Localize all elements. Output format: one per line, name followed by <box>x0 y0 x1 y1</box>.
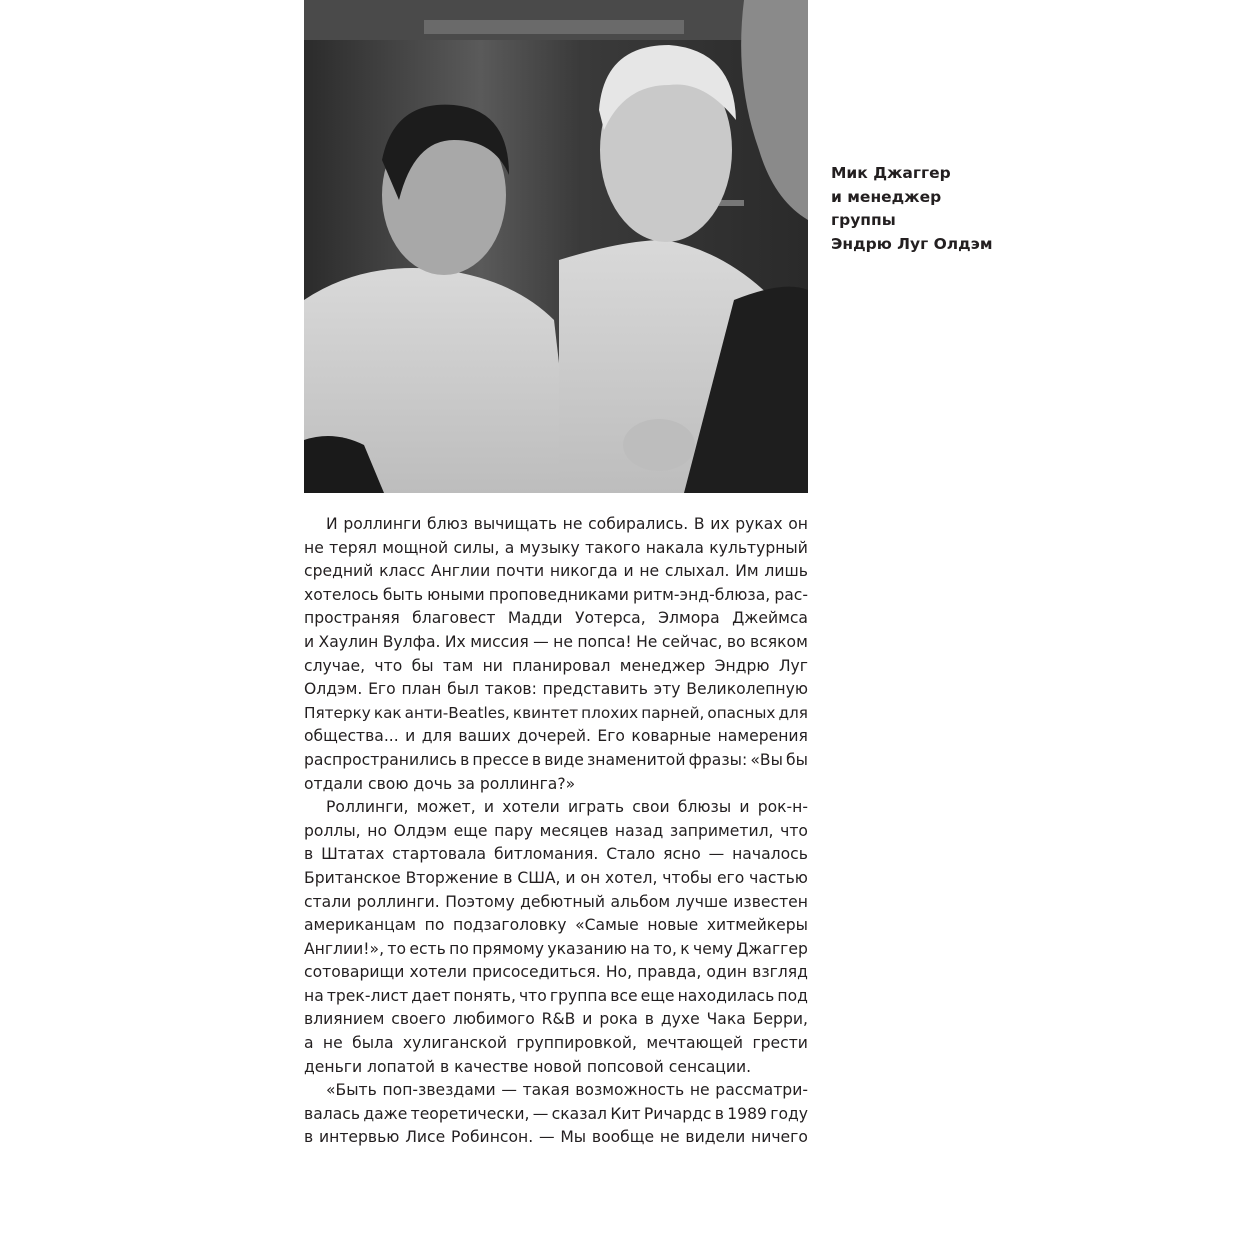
text-word: как <box>373 703 402 722</box>
text-word: Кит <box>610 1104 641 1123</box>
text-word: лишь <box>764 562 808 581</box>
text-word: рока <box>599 1010 638 1029</box>
text-line <box>304 749 808 773</box>
text-word: Берри, <box>752 1010 808 1029</box>
text-word: и <box>623 562 634 581</box>
text-word: виде <box>544 750 584 769</box>
text-word: в <box>714 1104 724 1123</box>
text-word: никогда <box>549 562 618 581</box>
text-line <box>304 1056 808 1080</box>
text-word: руках <box>735 515 783 533</box>
text-word: на <box>630 939 650 958</box>
text-word: Англии!», <box>304 939 385 958</box>
text-line <box>304 1032 808 1056</box>
caption-line: группы <box>831 211 896 230</box>
text-word: Его <box>597 727 625 746</box>
text-word: дочерей. <box>517 727 591 746</box>
text-word: что <box>374 656 403 675</box>
text-word: намерения <box>717 727 808 746</box>
text-word: Поэтому <box>445 892 515 911</box>
text-word: Мы <box>560 1128 587 1147</box>
text-word: Пятерку <box>304 703 371 722</box>
text-word: назад <box>614 821 664 840</box>
text-word: там <box>442 656 474 675</box>
text-word: и <box>483 798 495 817</box>
text-word: собирались. <box>588 515 689 533</box>
text-line <box>304 537 808 561</box>
text-word: известен <box>733 892 808 911</box>
text-word: была <box>352 1034 394 1053</box>
text-word: понять, <box>453 986 516 1005</box>
text-word: почти <box>495 562 545 581</box>
text-word: интервью <box>318 1128 400 1147</box>
text-line <box>304 678 808 702</box>
text-word: мощной <box>382 538 449 557</box>
text-word: Британское <box>304 868 401 887</box>
text-word: американцам <box>304 916 417 935</box>
text-word: хотел, <box>605 868 658 887</box>
text-word: их <box>710 515 730 533</box>
text-word: заприметил, <box>669 821 774 840</box>
text-word: проповедниками <box>488 585 629 604</box>
text-word: квинтет <box>512 703 579 722</box>
text-word: такого <box>585 538 641 557</box>
text-word: в <box>460 750 470 769</box>
text-word: то <box>387 939 407 958</box>
text-word: случае, <box>304 656 366 675</box>
text-word: не <box>659 1128 680 1147</box>
text-word: не <box>304 538 324 557</box>
text-word: взгляд <box>752 963 808 982</box>
text-word: битломания. <box>493 845 599 864</box>
text-line <box>304 914 808 938</box>
text-word: есть <box>409 939 446 958</box>
caption-line: Мик Джаггер <box>831 164 951 182</box>
text-word: роллинги <box>343 515 422 533</box>
text-word: в <box>304 845 314 864</box>
text-word: все <box>610 986 638 1005</box>
text-word: группа <box>549 986 608 1005</box>
text-word: коварные <box>631 727 712 746</box>
text-word: в <box>304 1128 314 1147</box>
text-word: опасных <box>707 703 776 722</box>
text-word: он <box>788 515 808 533</box>
text-word: Эндрю <box>714 656 770 675</box>
text-word: силы, <box>453 538 500 557</box>
text-word: Его <box>368 680 396 699</box>
text-word: таков: <box>484 680 537 699</box>
text-line <box>304 560 808 584</box>
text-word: R&B <box>541 1010 576 1029</box>
text-word: в <box>503 868 513 887</box>
text-line <box>304 796 808 820</box>
text-word: блюзы <box>677 798 732 817</box>
text-word: возможность <box>575 1081 685 1100</box>
text-word: в <box>531 750 542 769</box>
text-word: Штатах <box>321 845 385 864</box>
text-word: свои <box>632 798 670 817</box>
text-word: Чака <box>706 1010 746 1029</box>
text-word: И <box>326 515 338 533</box>
text-word: стали <box>304 892 352 911</box>
text-line <box>304 725 808 749</box>
text-word: в <box>644 1010 654 1029</box>
text-word: музыку <box>519 538 580 557</box>
text-word: слыхал. <box>664 562 730 581</box>
text-word: началось <box>732 845 808 864</box>
text-word: план <box>401 680 442 699</box>
text-word: Луг <box>778 656 808 675</box>
text-word: духе <box>660 1010 700 1029</box>
text-word: Уотерса, <box>574 609 646 628</box>
text-word: любимого <box>452 1010 535 1029</box>
text-word: пространяя <box>304 609 400 628</box>
text-word: ничего <box>751 1128 808 1147</box>
text-word: Олдэм <box>393 821 447 840</box>
text-word: стартовала <box>392 845 487 864</box>
text-word: ни <box>482 656 503 675</box>
text-word: 1989 <box>727 1104 767 1123</box>
text-word: ясно <box>663 845 701 864</box>
text-word: Олдэм. <box>304 680 363 699</box>
text-word: под <box>777 986 808 1005</box>
text-word: что <box>780 821 808 840</box>
text-word: не <box>553 632 573 651</box>
text-word: вообще <box>591 1128 655 1147</box>
text-word: он <box>580 868 601 887</box>
text-word: дает <box>411 986 451 1005</box>
text-line <box>304 773 808 797</box>
text-line <box>304 938 808 962</box>
text-word: «Вы <box>750 750 783 769</box>
text-word: еще <box>453 821 488 840</box>
text-word: находилась <box>677 986 775 1005</box>
text-word: — <box>708 845 725 864</box>
text-word: рас- <box>774 585 808 604</box>
text-word: пару <box>494 821 533 840</box>
text-word: «Самые <box>575 916 639 935</box>
text-word: один <box>706 963 748 982</box>
text-word: играть <box>567 798 625 817</box>
text-word: по <box>449 939 469 958</box>
text-word: и <box>405 727 416 746</box>
text-word: блюз <box>426 515 468 533</box>
text-line <box>304 820 808 844</box>
text-word: еще <box>640 986 675 1005</box>
text-word: Стало <box>606 845 656 864</box>
text-word: плохих <box>581 703 639 722</box>
text-word: подзаголовку <box>453 916 567 935</box>
text-word: Великолепную <box>686 680 808 699</box>
text-word: альбом <box>610 892 671 911</box>
text-word: — <box>532 1104 549 1123</box>
text-word: сказал <box>551 1104 608 1123</box>
text-word: — <box>533 632 549 651</box>
text-word: фразы: <box>688 750 748 769</box>
text-line-content: отдали свою дочь за роллинга?» <box>304 774 576 793</box>
text-line <box>304 1103 808 1127</box>
text-word: группировкой, <box>516 1034 637 1053</box>
text-word: для <box>778 703 808 722</box>
text-word: но <box>367 821 388 840</box>
text-word: поп-звездами <box>382 1081 496 1100</box>
text-word: был <box>447 680 480 699</box>
text-word: ваших <box>458 727 511 746</box>
text-line <box>304 655 808 679</box>
text-word: мечтающей <box>646 1034 744 1053</box>
text-word: сотоварищи <box>304 963 405 982</box>
text-line <box>304 1126 808 1150</box>
text-word: менеджер <box>619 656 706 675</box>
text-word: Их <box>444 632 466 651</box>
text-word: средний <box>304 562 374 581</box>
text-word: и <box>582 1010 593 1029</box>
photo-icon <box>304 0 808 493</box>
text-word: валась <box>304 1104 361 1123</box>
text-word: во <box>726 632 746 651</box>
text-word: Роллинги, <box>326 798 409 817</box>
text-word: хулиганской <box>402 1034 508 1053</box>
body-text <box>304 513 808 1150</box>
text-word: по <box>424 916 445 935</box>
text-word: и <box>304 632 315 651</box>
text-word: Но, <box>605 963 633 982</box>
text-word: частью <box>749 868 808 887</box>
caption-line: Эндрю Луг Олдэм <box>831 235 993 254</box>
text-word: месяцев <box>539 821 609 840</box>
text-word: юными <box>427 585 485 604</box>
text-word: не <box>322 1034 343 1053</box>
text-word: общества... <box>304 727 399 746</box>
text-word: Хаулин <box>318 632 379 651</box>
text-word: роллинги. <box>356 892 440 911</box>
text-line <box>304 1079 808 1103</box>
text-word: всяком <box>749 632 808 651</box>
text-word: накала <box>645 538 704 557</box>
text-line <box>304 513 808 537</box>
text-word: рассматри- <box>715 1081 808 1100</box>
text-word: хитмейкеры <box>706 916 808 935</box>
text-word: на <box>304 986 324 1005</box>
text-word: влиянием <box>304 1010 385 1029</box>
text-word: парней, <box>641 703 705 722</box>
text-word: хотели <box>409 963 467 982</box>
text-line <box>304 843 808 867</box>
text-line <box>304 584 808 608</box>
text-line <box>304 961 808 985</box>
text-word: распространились <box>304 750 457 769</box>
text-word: анти-Beatles, <box>404 703 510 722</box>
text-word: ритм-энд-блюза, <box>633 585 771 604</box>
text-word: терял <box>329 538 378 557</box>
text-word: прямому <box>472 939 545 958</box>
text-word: быть <box>382 585 424 604</box>
text-word: не <box>689 1081 710 1100</box>
text-line <box>304 985 808 1009</box>
text-word: не <box>639 562 660 581</box>
text-word: представить <box>542 680 648 699</box>
text-word: не <box>562 515 583 533</box>
photo-caption <box>831 162 1031 257</box>
text-word: лучше <box>675 892 728 911</box>
text-word: Им <box>735 562 759 581</box>
text-word: Вторжение <box>405 868 499 887</box>
text-word: чему <box>693 939 733 958</box>
text-word: США, <box>517 868 561 887</box>
text-word: правда, <box>637 963 702 982</box>
text-line <box>304 1008 808 1032</box>
text-word: роллы, <box>304 821 361 840</box>
text-word: Джаггер <box>736 939 808 958</box>
text-line <box>304 867 808 891</box>
text-word: дебютный <box>520 892 605 911</box>
text-word: что <box>518 986 547 1005</box>
text-line <box>304 607 808 631</box>
text-word: новые <box>647 916 699 935</box>
text-word: может, <box>416 798 476 817</box>
text-word: а <box>504 538 515 557</box>
text-line <box>304 631 808 655</box>
text-word: Не <box>636 632 658 651</box>
text-word: указанию <box>547 939 627 958</box>
text-word: В <box>693 515 705 533</box>
text-word: Джеймса <box>732 609 808 628</box>
text-word: видели <box>685 1128 746 1147</box>
text-word: Лисе <box>405 1128 446 1147</box>
text-line <box>304 702 808 726</box>
text-word: миссия <box>470 632 529 651</box>
text-word: сейчас, <box>661 632 723 651</box>
text-word: рок-н- <box>757 798 808 817</box>
text-word: знаменитой <box>586 750 686 769</box>
text-word: и <box>739 798 750 817</box>
text-word: к <box>680 939 690 958</box>
text-word: Ричардс <box>643 1104 712 1123</box>
text-word: Робинсон. <box>451 1128 534 1147</box>
text-word: хотелось <box>304 585 379 604</box>
text-word: планировал <box>512 656 611 675</box>
text-word: «Быть <box>326 1081 377 1100</box>
text-word: прессе <box>472 750 529 769</box>
text-word: благовест <box>412 609 496 628</box>
text-word: — <box>501 1081 517 1100</box>
text-word: бы <box>785 750 808 769</box>
text-word: бы <box>411 656 434 675</box>
text-word: и <box>565 868 576 887</box>
text-word: Англии <box>430 562 491 581</box>
text-word: Мадди <box>507 609 563 628</box>
text-word: эту <box>653 680 681 699</box>
photo-mick-jagger-andrew-oldham <box>304 0 808 493</box>
text-word: теоретически, <box>410 1104 530 1123</box>
text-word: Элмора <box>658 609 720 628</box>
text-word: такая <box>522 1081 570 1100</box>
text-word: Вулфа. <box>382 632 441 651</box>
text-word: году <box>770 1104 808 1123</box>
text-word: трек-лист <box>326 986 409 1005</box>
text-line-content: деньги лопатой в качестве новой попсовой сенсации. <box>304 1057 752 1076</box>
text-word: даже <box>363 1104 408 1123</box>
text-word: его <box>716 868 745 887</box>
caption-line: и менеджер <box>831 187 942 206</box>
text-word: чтобы <box>662 868 713 887</box>
text-line <box>304 891 808 915</box>
text-word: попса! <box>577 632 632 651</box>
text-word: для <box>421 727 452 746</box>
text-word: то, <box>653 939 677 958</box>
text-word: присоседиться. <box>472 963 601 982</box>
text-word: хотели <box>502 798 560 817</box>
text-word: а <box>304 1034 314 1053</box>
text-word: своего <box>391 1010 446 1029</box>
text-word: — <box>538 1128 555 1147</box>
text-word: вычищать <box>473 515 558 533</box>
text-word: класс <box>379 562 426 581</box>
text-word: грести <box>752 1034 808 1053</box>
text-word: культурный <box>709 538 808 557</box>
